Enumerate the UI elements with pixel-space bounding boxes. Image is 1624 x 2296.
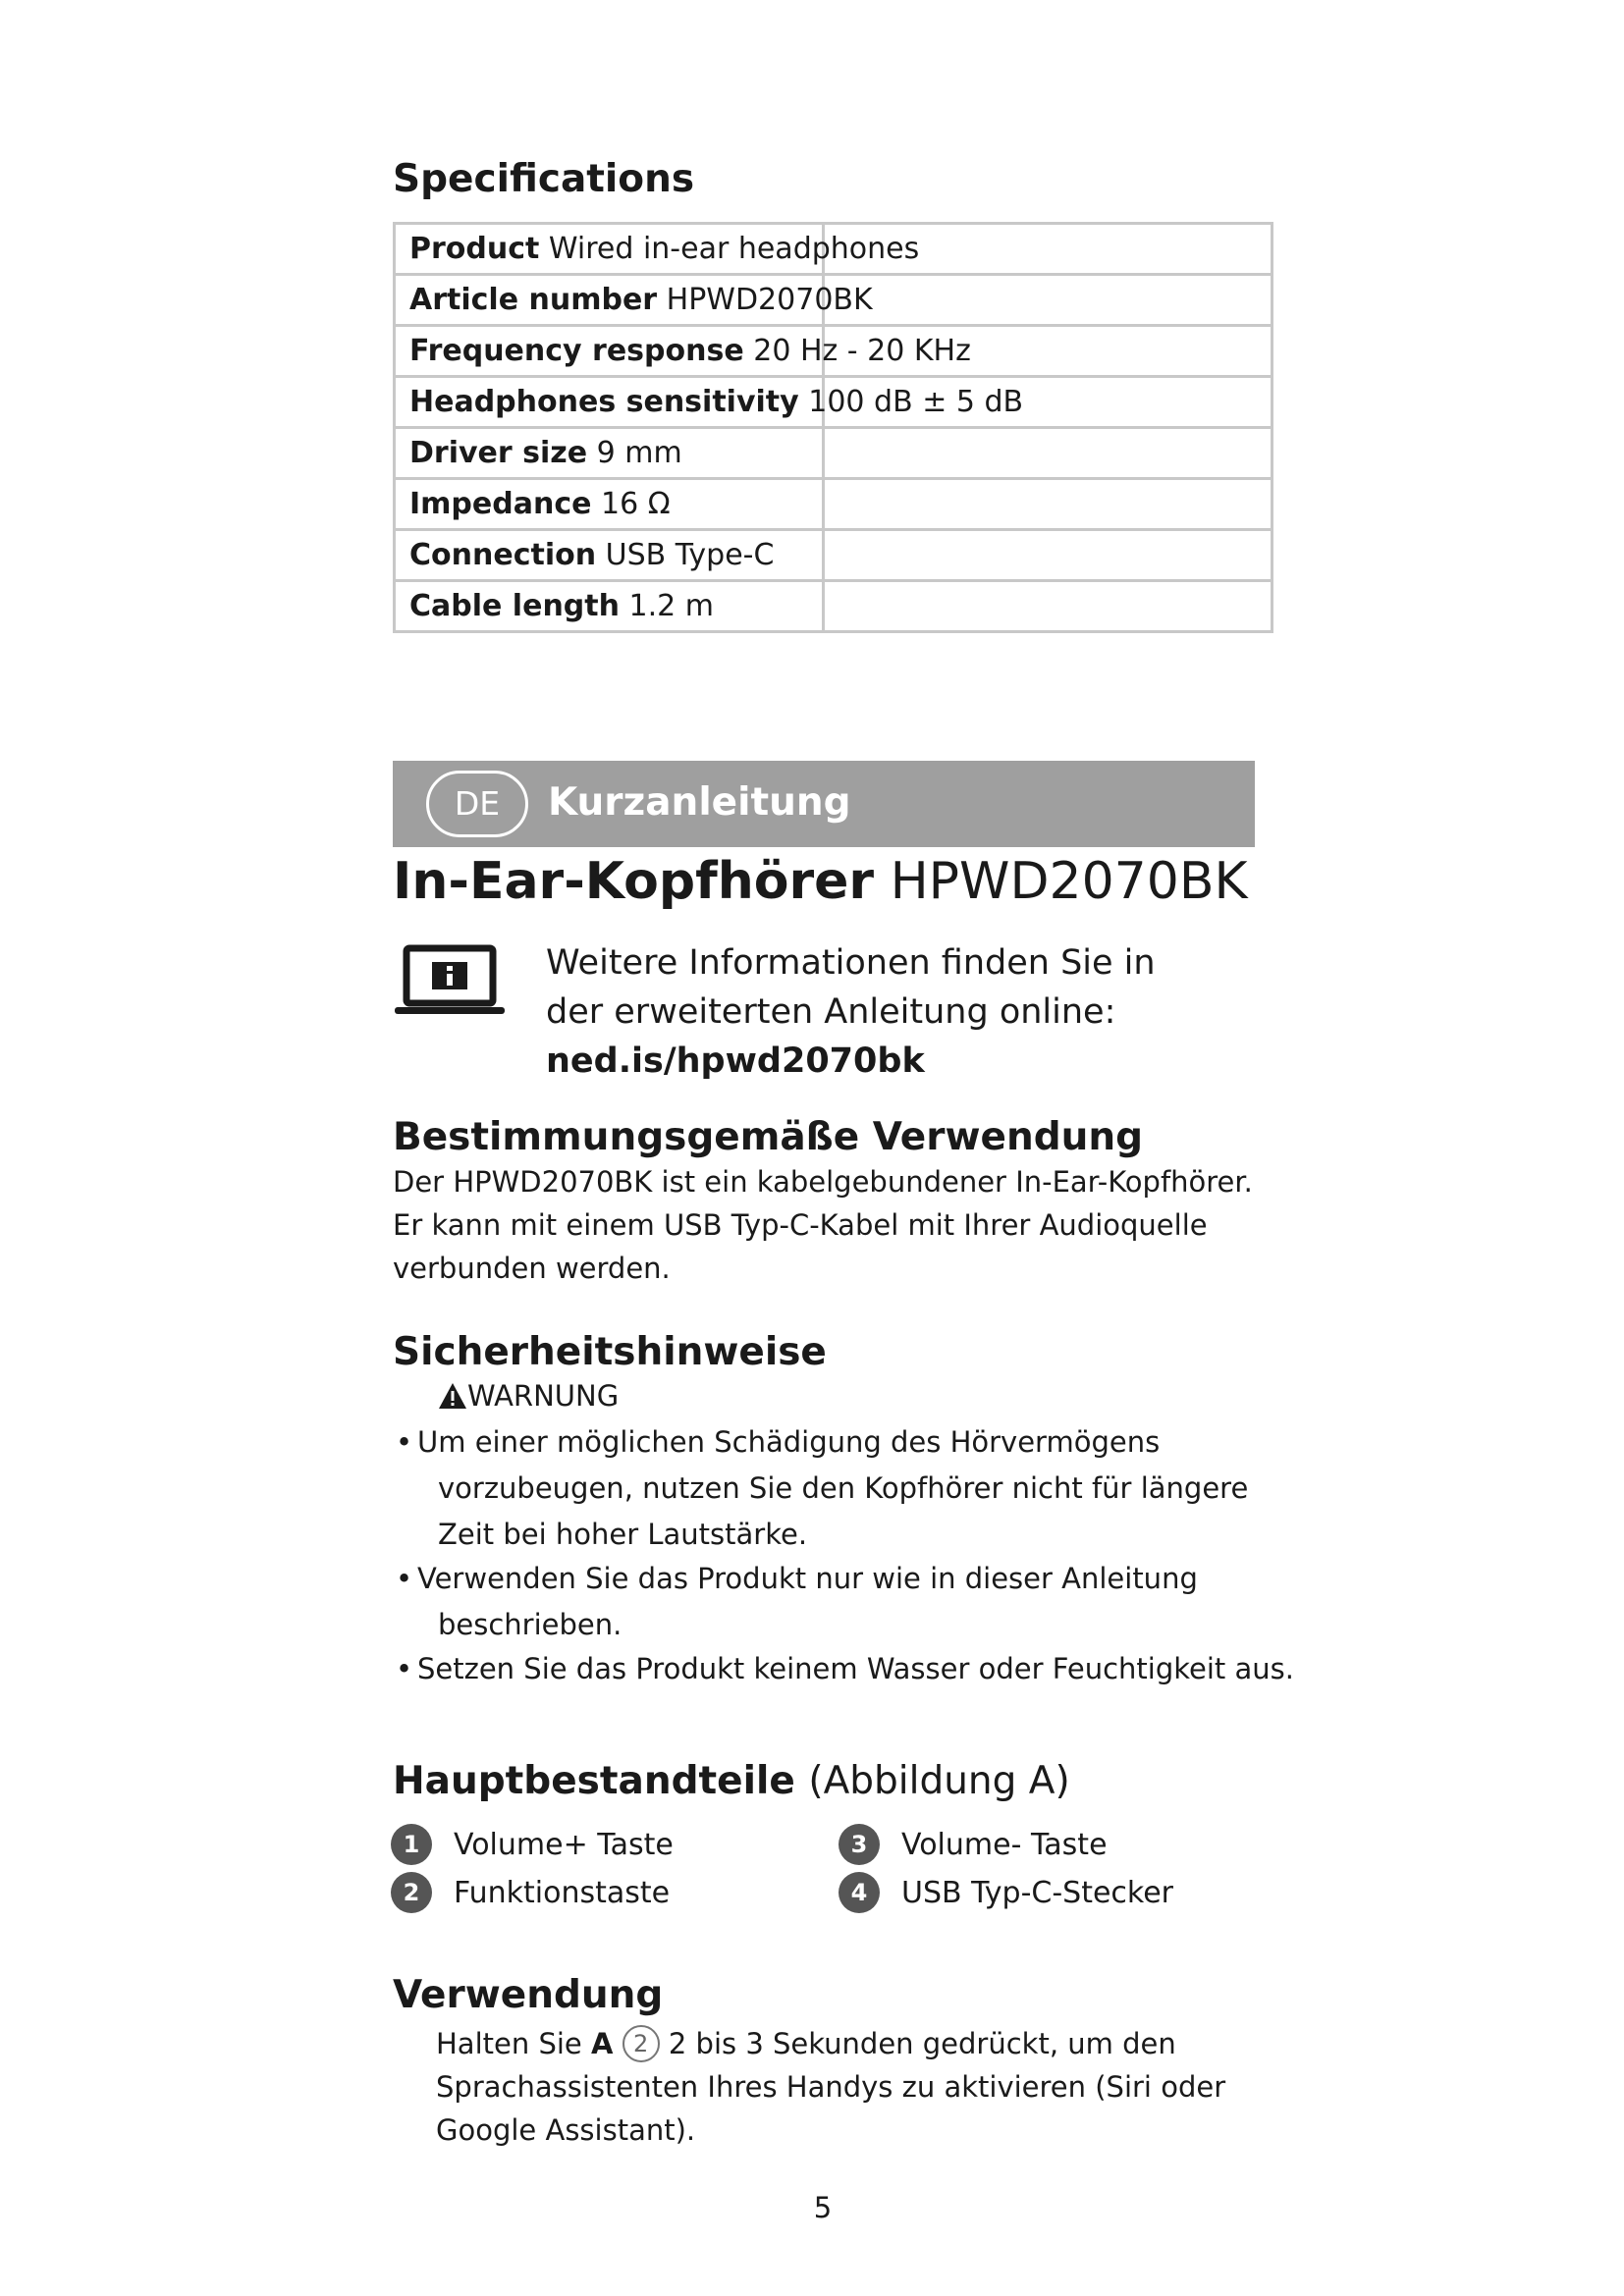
safety-item: • Verwenden Sie das Produkt nur wie in dieser Anleitung beschrieben.	[393, 1556, 1296, 1648]
title-product: In-Ear-Kopfhörer	[393, 852, 875, 911]
spec-cell	[395, 275, 873, 326]
intended-use-heading: Bestimmungsgemäße Verwendung	[393, 1115, 1144, 1159]
operation-text-pre: Halten Sie	[436, 2027, 582, 2060]
safety-item: • Um einer möglichen Schädigung des Hörvermögens vorzubeugen, nutzen Sie den Kopfhörer nicht für längere Zeit bei hoher Lautstärke.	[393, 1419, 1296, 1558]
spec-value: HPWD2070BK	[666, 283, 873, 317]
part-label: Funktionstaste	[454, 1875, 671, 1910]
text-line: Er kann mit einem USB Typ-C-Kabel mit Ihrer Audioquelle	[393, 1208, 1208, 1242]
spec-empty-cell	[824, 581, 1272, 632]
safety-heading: Sicherheitshinweise	[393, 1330, 827, 1374]
spec-value: 9 mm	[596, 436, 682, 470]
spec-row	[395, 326, 1272, 377]
spec-label: Cable length	[409, 589, 620, 623]
specifications-table	[393, 222, 1273, 633]
warning-label	[438, 1379, 619, 1413]
spec-row	[395, 275, 1272, 326]
spec-cell	[395, 326, 971, 377]
spec-row	[395, 428, 1272, 479]
part-label: Volume- Taste	[901, 1827, 1108, 1862]
spec-empty-cell	[824, 479, 1272, 530]
part-item	[391, 1872, 670, 1913]
spec-value: 1.2 m	[628, 589, 715, 623]
operation-heading: Verwendung	[393, 1973, 664, 2017]
intended-use-text	[393, 1160, 1296, 1290]
parts-heading-text: Hauptbestandteile	[393, 1759, 795, 1803]
safety-item: • Setzen Sie das Produkt keinem Wasser oder Feuchtigkeit aus.	[393, 1646, 1296, 1692]
language-badge: DE	[426, 771, 528, 837]
part-item	[839, 1824, 1108, 1865]
manual-url: ned.is/hpwd2070bk	[546, 1041, 925, 1081]
laptop-info-icon	[393, 942, 507, 1021]
spec-label: Driver size	[409, 436, 588, 470]
text-line: Google Assistant).	[436, 2113, 696, 2147]
safety-list	[393, 1419, 1296, 1690]
part-number: 2	[391, 1872, 432, 1913]
text-line: Der HPWD2070BK ist ein kabelgebundener In-Ear-Kopfhörer.	[393, 1165, 1253, 1199]
spec-row	[395, 581, 1272, 632]
spec-value: 100 dB ± 5 dB	[808, 385, 1024, 419]
operation-text	[436, 2022, 1280, 2152]
title-model: HPWD2070BK	[890, 852, 1248, 911]
figure-number: 2	[623, 2025, 660, 2062]
info-line: der erweiterten Anleitung online:	[546, 992, 1116, 1032]
specifications-heading: Specifications	[393, 157, 695, 201]
text-line	[436, 2022, 1280, 2065]
spec-label: Product	[409, 232, 540, 266]
spec-empty-cell	[824, 428, 1272, 479]
parts-heading	[393, 1759, 1070, 1803]
operation-text-post: 2 bis 3 Sekunden gedrückt, um den	[668, 2027, 1176, 2060]
spec-cell	[395, 224, 920, 275]
part-item	[839, 1872, 1173, 1913]
spec-value: Wired in-ear headphones	[548, 232, 920, 266]
spec-cell	[395, 530, 824, 581]
part-label: USB Typ-C-Stecker	[901, 1875, 1174, 1910]
spec-label: Frequency response	[409, 334, 744, 368]
spec-label: Article number	[409, 283, 658, 317]
spec-empty-cell	[824, 530, 1272, 581]
text-line: verbunden werden.	[393, 1252, 671, 1285]
text-line: Sprachassistenten Ihres Handys zu aktivieren (Siri oder	[436, 2070, 1226, 2104]
spec-row	[395, 377, 1272, 428]
parts-figure-ref: (Abbildung A)	[808, 1759, 1070, 1803]
part-number: 1	[391, 1824, 432, 1865]
spec-row	[395, 479, 1272, 530]
part-label: Volume+ Taste	[454, 1827, 674, 1862]
part-number: 3	[839, 1824, 880, 1865]
part-number: 4	[839, 1872, 880, 1913]
spec-label: Impedance	[409, 487, 592, 521]
spec-value: USB Type-C	[605, 538, 775, 572]
info-line: Weitere Informationen finden Sie in	[546, 943, 1156, 983]
spec-row	[395, 530, 1272, 581]
language-banner	[393, 761, 1255, 847]
spec-cell	[395, 479, 824, 530]
spec-cell	[395, 428, 824, 479]
spec-value: 20 Hz - 20 KHz	[753, 334, 971, 368]
spec-value: 16 Ω	[601, 487, 671, 521]
online-manual-note	[546, 938, 1156, 1086]
page-title	[393, 852, 1248, 911]
warning-text: WARNUNG	[467, 1379, 620, 1413]
spec-label: Connection	[409, 538, 597, 572]
spec-cell	[395, 377, 1024, 428]
banner-title: Kurzanleitung	[548, 780, 851, 825]
warning-icon	[438, 1382, 467, 1410]
spec-row	[395, 224, 1272, 275]
figure-letter: A	[590, 2027, 614, 2060]
spec-empty-cell	[824, 275, 1272, 326]
spec-label: Headphones sensitivity	[409, 385, 799, 419]
page-number: 5	[813, 2191, 833, 2224]
spec-cell	[395, 581, 824, 632]
part-item	[391, 1824, 674, 1865]
